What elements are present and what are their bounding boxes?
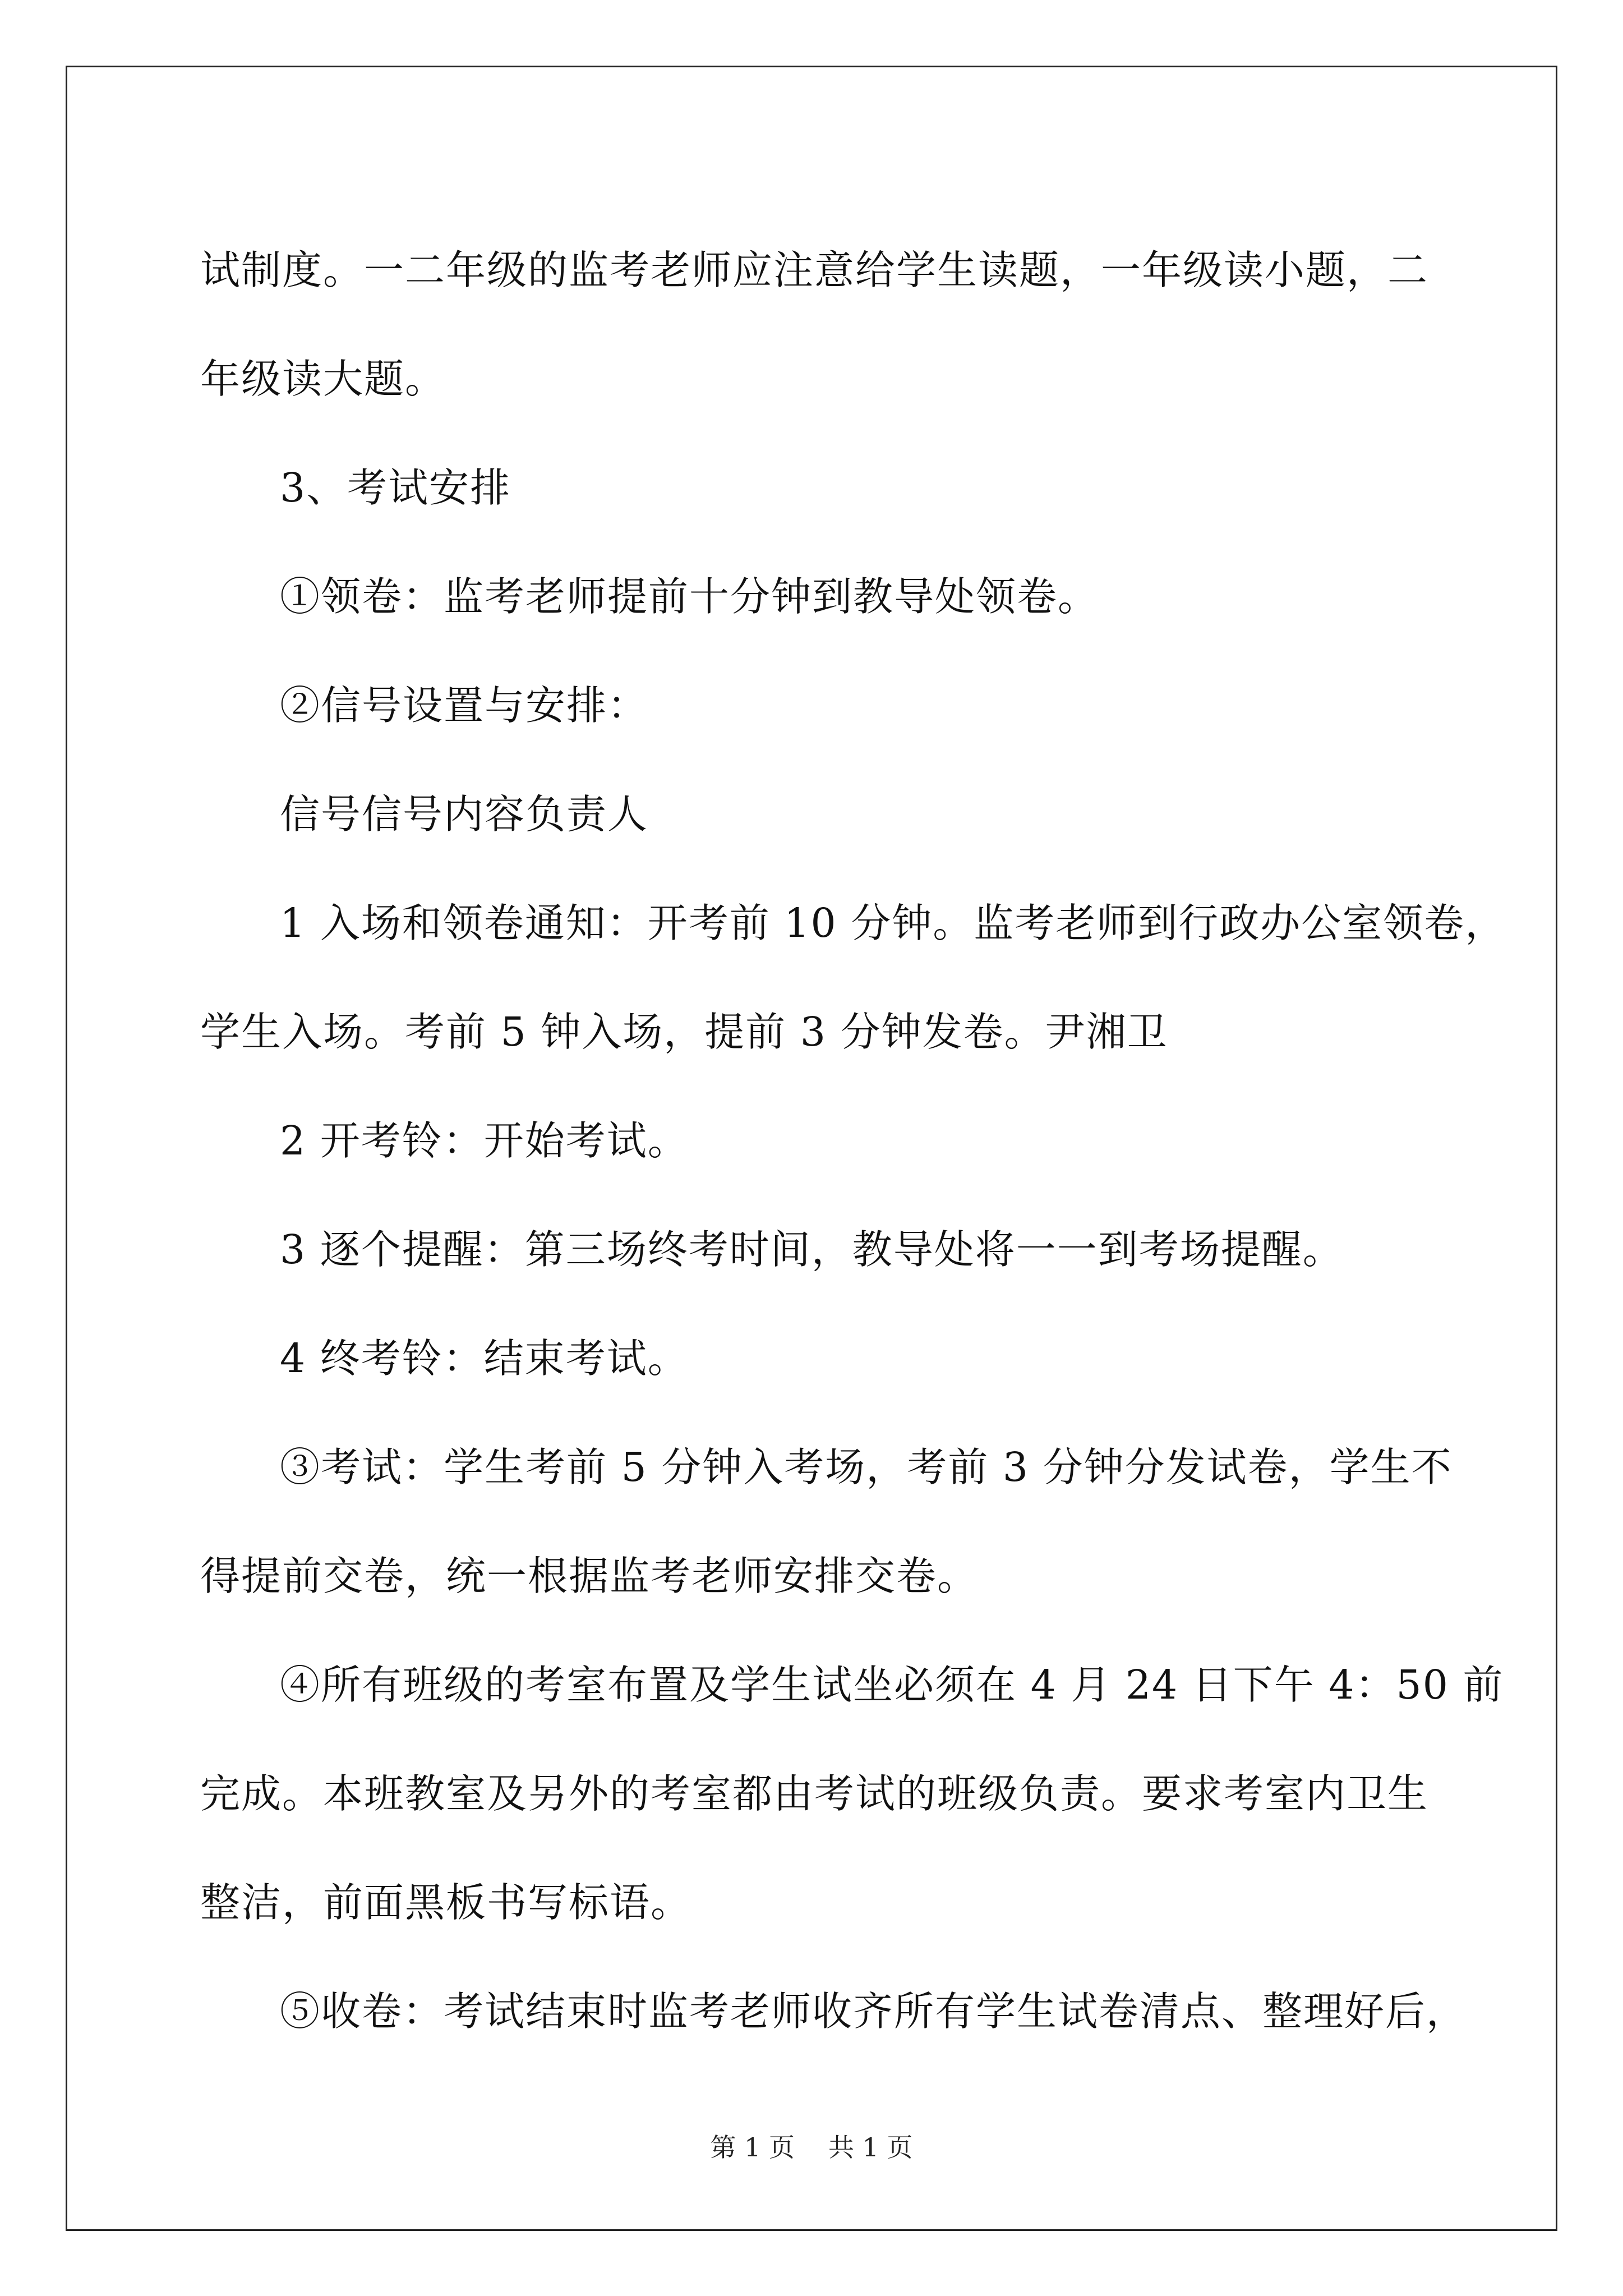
paragraph-line: ②信号设置与安排： xyxy=(280,682,649,729)
paragraph-line: ③考试：学生考前 5 分钟入考场，考前 3 分钟分发试卷，学生不 xyxy=(280,1444,1453,1490)
paragraph-line: 得提前交卷，统一根据监考老师安排交卷。 xyxy=(200,1553,979,1599)
page-number: 第 1 页 xyxy=(710,2132,795,2162)
page-footer xyxy=(0,2127,1623,2164)
paragraph-line: ①领卷：监考老师提前十分钟到教导处领卷。 xyxy=(280,573,1099,620)
paragraph-line: ⑤收卷：考试结束时监考老师收齐所有学生试卷清点、整理好后， xyxy=(280,1988,1468,2035)
paragraph-line: 4 终考铃：结束考试。 xyxy=(280,1335,689,1382)
paragraph-line: 年级读大题。 xyxy=(200,356,446,402)
paragraph-line: 3、考试安排 xyxy=(280,464,511,511)
paragraph-line: 2 开考铃：开始考试。 xyxy=(280,1117,689,1164)
paragraph-line: 1 入场和领卷通知：开考前 10 分钟。监考老师到行政办公室领卷， xyxy=(280,900,1506,946)
paragraph-line: 3 逐个提醒：第三场终考时间，教导处将一一到考场提醒。 xyxy=(280,1226,1344,1273)
paragraph-line: 试制度。一二年级的监考老师应注意给学生读题，一年级读小题，二 xyxy=(200,247,1429,293)
paragraph-line: 学生入场。考前 5 钟入场，提前 3 分钟发卷。尹湘卫 xyxy=(200,1009,1168,1055)
paragraph-line: 信号信号内容负责人 xyxy=(280,791,649,838)
paragraph-line: 整洁，前面黑板书写标语。 xyxy=(200,1879,692,1926)
paragraph-line: ④所有班级的考室布置及学生试坐必须在 4 月 24 日下午 4：50 前 xyxy=(280,1662,1504,1708)
document-body xyxy=(200,216,1506,2066)
page-total: 共 1 页 xyxy=(828,2132,913,2162)
paragraph-line: 完成。本班教室及另外的考室都由考试的班级负责。要求考室内卫生 xyxy=(200,1770,1429,1817)
